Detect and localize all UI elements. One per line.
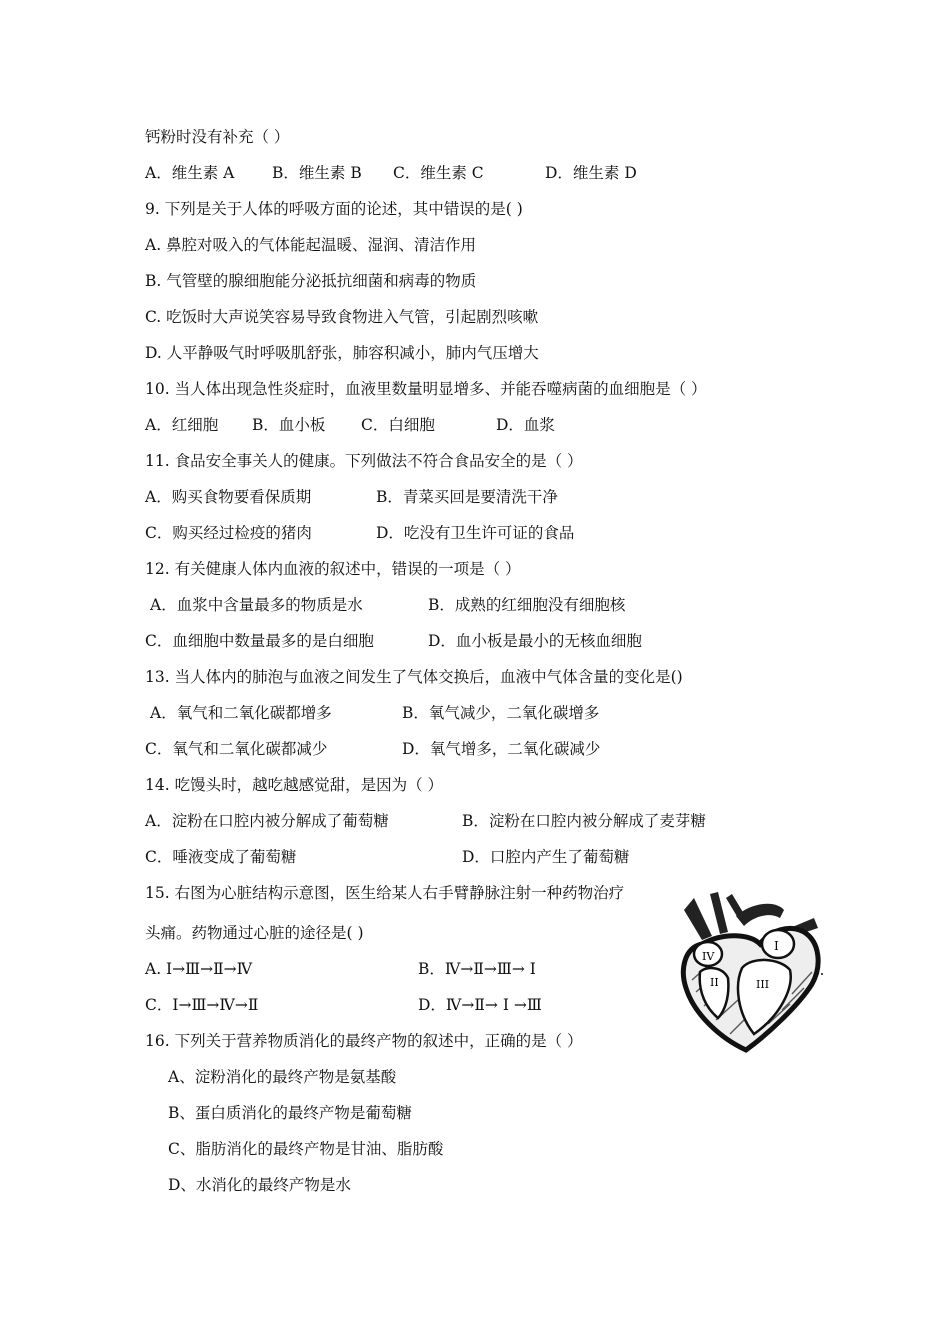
option-d: D．血浆: [496, 416, 555, 434]
question-14: 14. 吃馒头时，越吃越感觉甜，是因为（ ）: [145, 776, 444, 794]
option-b: B. 气管壁的腺细胞能分泌抵抗细菌和病毒的物质: [145, 272, 477, 290]
question-15: 15. 右图为心脏结构示意图，医生给某人右手臂静脉注射一种药物治疗: [145, 884, 625, 902]
option-d: D．血小板是最小的无核血细胞: [428, 632, 642, 650]
option-d: D、水消化的最终产物是水: [168, 1176, 351, 1194]
option-b: B．青菜买回是要清洗干净: [376, 488, 558, 506]
option-d: D．氧气增多，二氧化碳减少: [402, 740, 601, 758]
option-b: B．Ⅳ→Ⅱ→Ⅲ→ Ⅰ: [418, 960, 536, 978]
option-b: B、蛋白质消化的最终产物是葡萄糖: [168, 1104, 412, 1122]
question-9: 9. 下列是关于人体的呼吸方面的论述，其中错误的是( ): [145, 200, 523, 218]
option-c: C. 吃饭时大声说笑容易导致食物进入气管，引起剧烈咳嗽: [145, 308, 539, 326]
option-d: D．吃没有卫生许可证的食品: [376, 524, 575, 542]
option-a: A．红细胞: [145, 416, 219, 434]
question-13: 13. 当人体内的肺泡与血液之间发生了气体交换后，血液中气体含量的变化是(): [145, 668, 683, 686]
option-c: C．氧气和二氧化碳都减少: [145, 740, 328, 758]
option-d: D．Ⅳ→Ⅱ→ Ⅰ →Ⅲ: [418, 996, 542, 1014]
option-a: A．购买食物要看保质期: [145, 488, 312, 506]
option-d: D．口腔内产生了葡萄糖: [462, 848, 630, 866]
option-a: A．淀粉在口腔内被分解成了葡萄糖: [145, 812, 389, 830]
option-b: B．成熟的红细胞没有细胞核: [428, 596, 626, 614]
option-b: B．氧气减少，二氧化碳增多: [402, 704, 600, 722]
option-c: C．购买经过检疫的猪肉: [145, 524, 312, 542]
question-12: 12. 有关健康人体内血液的叙述中，错误的一项是（ ）: [145, 560, 521, 578]
option-a: A．血浆中含量最多的物质是水: [150, 596, 363, 614]
option-c: C．唾液变成了葡萄糖: [145, 848, 297, 866]
option-c: C．白细胞: [361, 416, 435, 434]
option-b: B．淀粉在口腔内被分解成了麦芽糖: [462, 812, 706, 830]
option-c: C．维生素 C: [393, 164, 484, 182]
label-i: I: [774, 939, 779, 953]
heart-diagram: [672, 888, 832, 1056]
option-d: D. 人平静吸气时呼吸肌舒张，肺容积减小，肺内气压增大: [145, 344, 539, 362]
question-11: 11. 食品安全事关人的健康。下列做法不符合食品安全的是（ ）: [145, 452, 583, 470]
option-a: A. 鼻腔对吸入的气体能起温暖、湿润、清洁作用: [145, 236, 477, 254]
option-b: B．维生素 B: [272, 164, 362, 182]
option-a: A．氧气和二氧化碳都增多: [150, 704, 332, 722]
option-c: C．Ⅰ→Ⅲ→Ⅳ→Ⅱ: [145, 996, 259, 1014]
text-line: 钙粉时没有补充（ ）: [145, 128, 290, 146]
option-c: C、脂肪消化的最终产物是甘油、脂肪酸: [168, 1140, 444, 1158]
label-ii: II: [710, 976, 719, 989]
question-16: 16. 下列关于营养物质消化的最终产物的叙述中，正确的是（ ）: [145, 1032, 583, 1050]
label-iii: III: [756, 978, 770, 991]
option-a: A、淀粉消化的最终产物是氨基酸: [168, 1068, 397, 1086]
option-c: C．血细胞中数量最多的是白细胞: [145, 632, 374, 650]
option-b: B．血小板: [252, 416, 326, 434]
option-d: D．维生素 D: [545, 164, 637, 182]
question-10: 10. 当人体出现急性炎症时，血液里数量明显增多、并能吞噬病菌的血细胞是（ ）: [145, 380, 707, 398]
option-a: A. Ⅰ→Ⅲ→Ⅱ→Ⅳ: [145, 960, 253, 978]
label-iv: IV: [702, 950, 715, 963]
question-15-cont: 头痛。药物通过心脏的途径是( ): [145, 924, 364, 942]
option-a: A．维生素 A: [145, 164, 235, 182]
